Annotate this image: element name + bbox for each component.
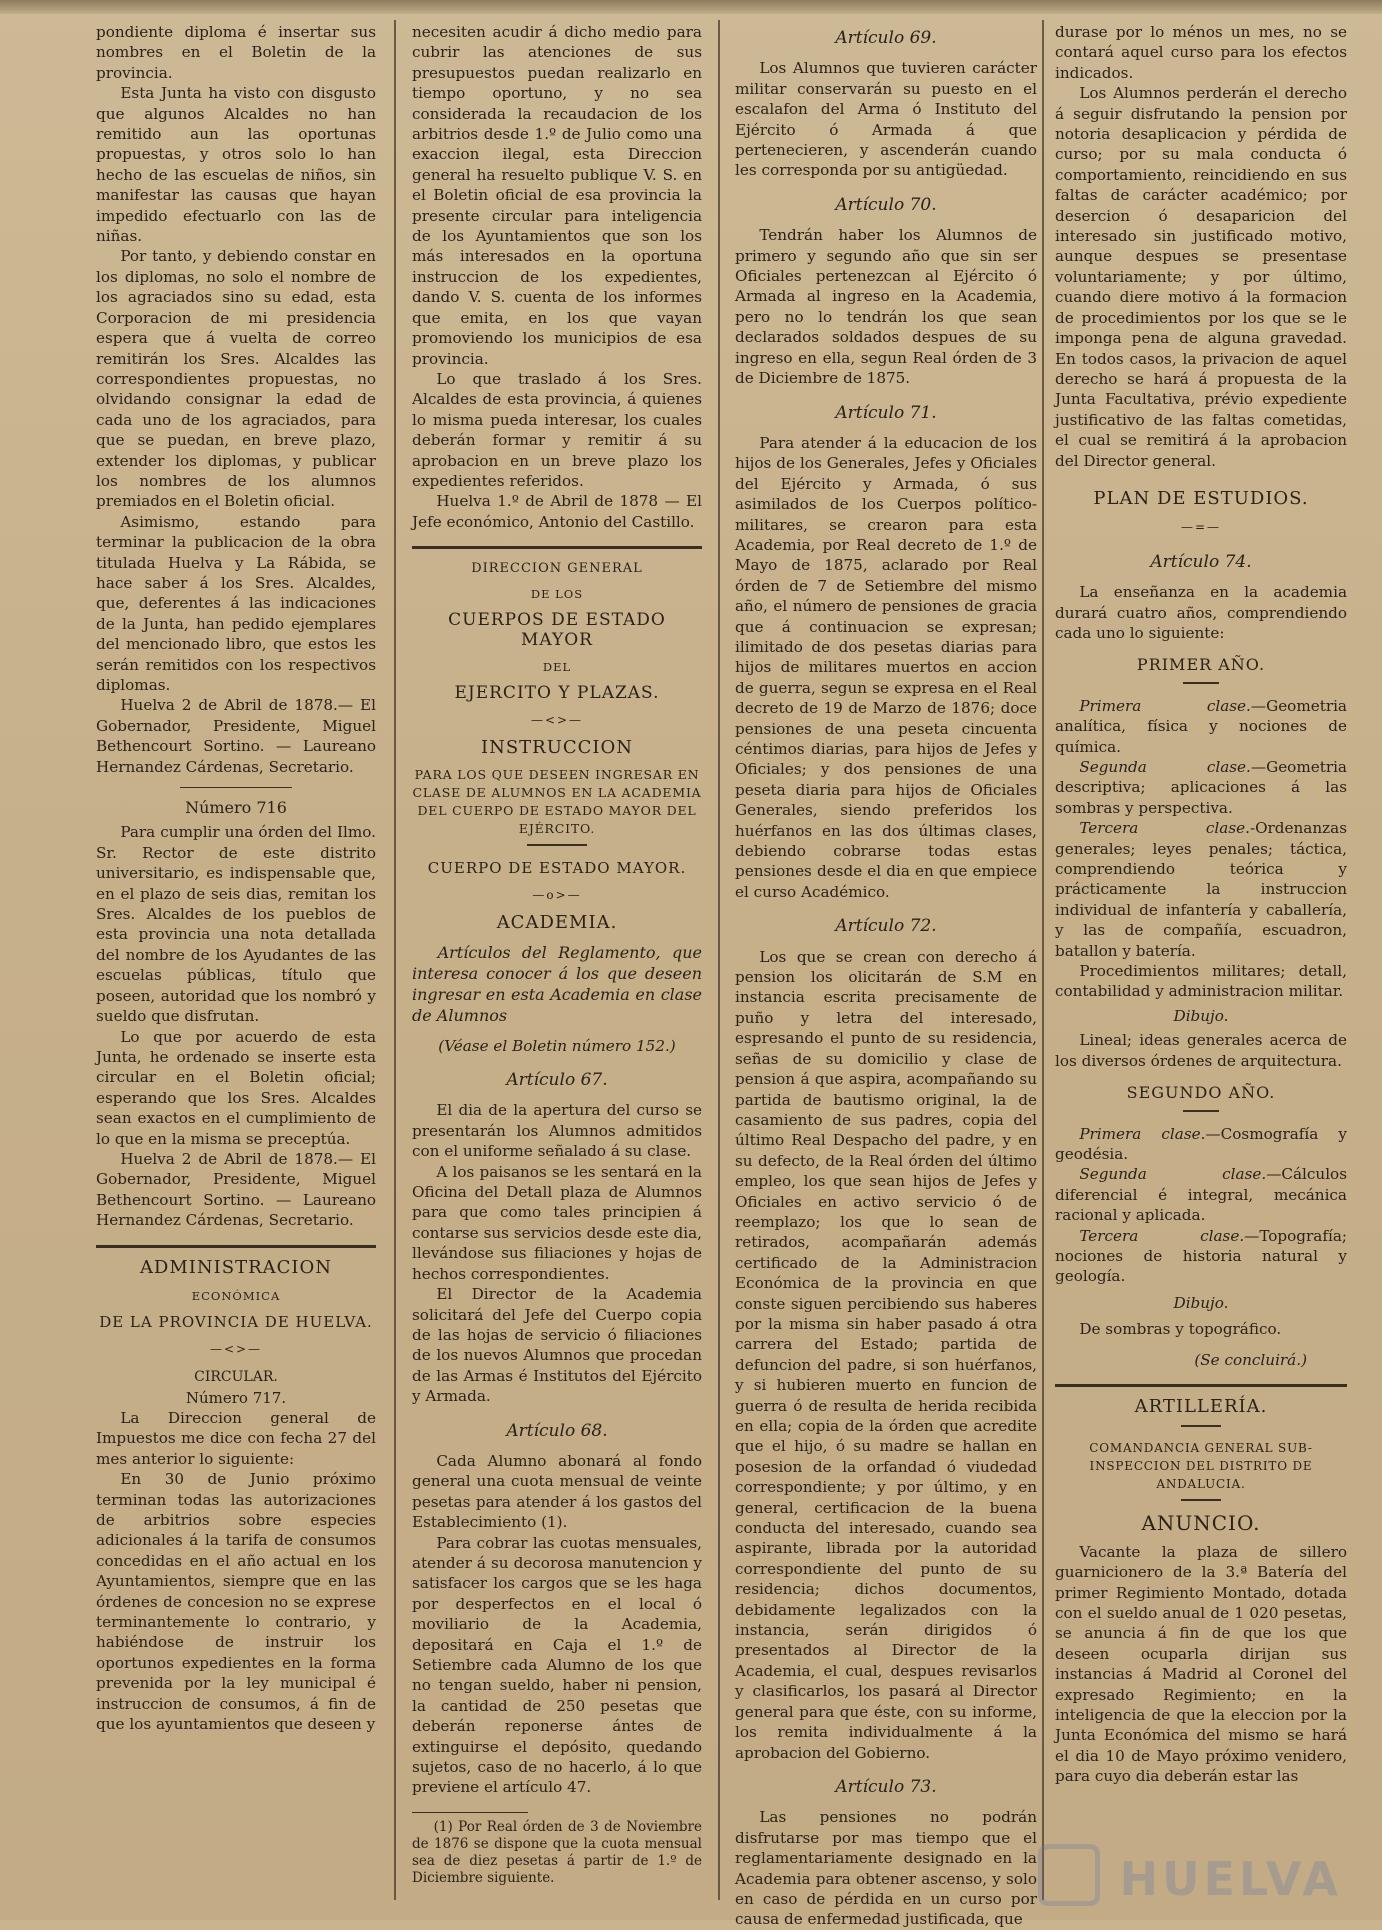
column-2 [412, 22, 702, 1902]
section-subheading: DEL [542, 659, 572, 674]
section-heading: CUERPOS DE ESTADO MAYOR [448, 609, 666, 651]
paragraph: El dia de la apertura del curso se presentarán los Alumnos admitidos con el uniforme señalado á su clase. [412, 1101, 702, 1161]
announcement-heading: ANUNCIO. [1141, 1511, 1261, 1536]
article-heading: Artículo 69. [835, 28, 937, 48]
article-heading: Artículo 70. [835, 194, 937, 215]
footnote-divider [412, 1812, 528, 1813]
paragraph: En 30 de Junio próximo terminan todas las autorizaciones de arbitrios sobre especies adicionales á la tarifa de consumos concedidas en el año actual en los Ayuntamientos, siempre que en las órdenes de concesion no se exprese terminantemente lo contrario, y habiéndose de instruir los oportunos expedientes en la forma prevenida por la ley municipal é instruccion de consumos, á fin de que los ayuntamientos que deseen y [96, 1470, 376, 1734]
ornament: —o>— [532, 887, 582, 902]
class-content: —Geometria descriptiva; aplicaciones á las sombras y perspectiva. [1055, 758, 1347, 817]
paragraph: La enseñanza en la academia durará cuatro años, comprendiendo cada uno lo siguiente: [1055, 583, 1347, 642]
class-label: Segunda clase. [1079, 758, 1251, 776]
article-heading: Artículo 74. [1150, 551, 1252, 572]
item-number: Número 716 [185, 798, 287, 818]
column-divider [718, 20, 720, 1900]
divider [180, 787, 292, 788]
section-divider [96, 1245, 376, 1248]
paragraph: Para cumplir una órden del Ilmo. Sr. Rector de este distrito universitario, es indispensable que, en el plazo de seis dias, remitan los Sres. Alcaldes de los pueblos de esta provincia una nota detallada del nombre de los Ayudantes de las escuelas públicas, título que poseen, autoridad que los nombró y sueldo que disfrutan. [96, 823, 376, 1026]
section-subheading: DE LA PROVINCIA DE HUELVA. [99, 1313, 373, 1332]
signature-date: Huelva 2 de Abril de 1878.— El Gobernador, Presidente, Miguel Bethencourt Sortino. — Laureano Hernandez Cárdenas, Secretario. [96, 1149, 376, 1230]
class-content: —Geometria analítica, física y nociones de química. [1055, 696, 1347, 756]
divider [1181, 1499, 1221, 1501]
paragraph: Para atender á la educacion de los hijos de los Generales, Jefes y Oficiales del Ejército y Armada, ó sus asimilados de los Cuerpos político-militares, se crearon para esta Academia, por Real decreto de 1.º de Mayo de 1875, aclarado por Real órden de 7 de Setiembre del mismo año, el número de pensiones de gracia que á continuacion se expresan; ilimitado de dos pesetas diarias para hijos de militares muertos en accion de guerra, segun se expresa en el Real decreto de 19 de Marzo de 1876; doce pensiones de una peseta cincuenta céntimos diarias, para hijos de Jefes y Oficiales; y dos pensiones de una peseta diaria para hijos de Oficiales Generales, siendo preferidos los huérfanos en las dos últimas clases, debiendo cobrarse todas estas pensiones desde el dia en que empiece el curso Académico. [735, 433, 1037, 901]
reference-note: (Véase el Boletin número 152.) [438, 1036, 676, 1055]
ornament: —<>— [530, 712, 584, 727]
class-content: —Cosmografía y geodésia. [1055, 1124, 1347, 1163]
article-heading: Artículo 71. [835, 402, 937, 423]
course-item [1055, 757, 1347, 818]
section-subheading: ECONÓMICA [191, 1288, 281, 1303]
course-item [1055, 1226, 1347, 1287]
paragraph: pondiente diploma é insertar sus nombres en el Boletin de la provincia. [96, 23, 376, 82]
column-1 [96, 22, 376, 1902]
section-heading: EJERCITO Y PLAZAS. [454, 683, 660, 704]
divider [527, 844, 587, 846]
paragraph: Lo que por acuerdo de esta Junta, he ordenado se inserte esta circular en el Boletin oficial; esperando que los Sres. Alcaldes sean exactos en el cumplimiento de lo que en la misma se preceptúa. [96, 1027, 376, 1148]
subject-heading: Dibujo. [1173, 1293, 1229, 1312]
course-item [1055, 696, 1347, 757]
paragraph: Los Alumnos perderán el derecho á seguir disfrutando la pension por notoria desaplicacion y pérdida de curso; por su mala conducta ó comportamiento, reincidiendo en sus faltas de carácter académico; por desercion ó desaparicion del interesado sin justificado motivo, aunque despues se presentase voluntariamente; y por último, cuando diere motivo á la formacion de procedimientos por los que se le imponga pena de alguna gravedad. En todos casos, la privacion de aquel derecho se hará á propuesta de la Junta Facultativa, prévio expediente justificativo de las faltas cometidas, el cual se remitirá á la aprobacion del Director general. [1055, 84, 1347, 470]
class-label: Tercera clase. [1079, 1226, 1245, 1245]
paragraph: Por tanto, y debiendo constar en los diplomas, no solo el nombre de los agraciados sino su edad, esta Corporacion de mi presidencia espera que á vuelta de correo remitirán los Sres. Alcaldes las correspondientes propuestas, no olvidando consignar la edad de cada uno de los agraciados, para que se puedan, en breve plazo, extender los diplomas, y publicar los nombres de los alumnos premiados en el Boletin oficial. [96, 247, 376, 511]
column-4 [1055, 22, 1347, 1902]
class-label: Segunda clase. [1079, 1165, 1267, 1184]
instruction-title: INSTRUCCION [480, 737, 634, 758]
paragraph: Asimismo, estando para terminar la publicacion de la obra titulada Huelva y La Rábida, se hace saber á los Sres. Alcaldes, que, deferentes á las indicaciones de la Junta, han pedido ejemplares del mencionado libro, que estos les serán remitidos con los respectivos diplomas. [96, 512, 376, 694]
paragraph: Tendrán haber los Alumnos de primero y segundo año que sin ser Oficiales pertenezcan al Ejército ó Armada al ingreso en la Academia, pero no lo tendrán los que sean declarados soldados despues de su ingreso en ella, segun Real órden de 3 de Diciembre de 1875. [735, 226, 1037, 388]
class-label: Tercera clase. [1079, 819, 1250, 838]
paragraph: A los paisanos se les sentará en la Oficina del Detall plaza de Alumnos para que como tales principien á contarse sus servicios desde este dia, llevándose sus filiaciones y hojas de hechos correspondientes. [412, 1162, 702, 1283]
paragraph: Lineal; ideas generales acerca de los diversos órdenes de arquitectura. [1055, 1031, 1347, 1070]
article-heading: Artículo 73. [835, 1776, 937, 1797]
circular-label: CIRCULAR. [194, 1369, 278, 1386]
year-heading: SEGUNDO AÑO. [1126, 1083, 1276, 1103]
section-subheading: COMANDANCIA GENERAL SUB-INSPECCION DEL DISTRITO DE ANDALUCIA. [1089, 1441, 1313, 1492]
class-content: -Ordenanzas generales; leyes penales; táctica, comprendiendo teórica y prácticamente la instruccion individual de infantería y caballería, y las de compañía, escuadron, batallon y batería. [1055, 819, 1347, 960]
divider [1183, 1110, 1219, 1112]
class-label: Primera clase. [1079, 696, 1251, 715]
article-heading: Artículo 68. [506, 1420, 608, 1441]
column-divider [1042, 20, 1044, 1900]
paragraph: Procedimientos militares; detall, contabilidad y administracion militar. [1055, 962, 1347, 1001]
divider [1181, 1425, 1221, 1427]
paragraph: Para cobrar las cuotas mensuales, atender á su decorosa manutencion y satisfacer los cargos que se les haga por desperfectos en el local ó moviliario de la Academia, depositará en Caja el 1.º de Setiembre cada Alumno de los que no tengan sueldo, haber ni pension, la cantidad de 250 pesetas que deberán reponerse ántes de extinguirse el depósito, quedando sujetos, caso de no hacerlo, á lo que previene el artículo 47. [412, 1533, 702, 1797]
ornament: —<>— [209, 1341, 263, 1356]
paragraph: De sombras y topográfico. [1079, 1320, 1282, 1339]
ornament: —=— [1180, 520, 1222, 535]
section-heading: CUERPO DE ESTADO MAYOR. [427, 859, 687, 878]
divider [1183, 682, 1219, 684]
page-top-edge [0, 0, 1382, 14]
watermark-seal-icon [1038, 1844, 1100, 1906]
year-heading: PRIMER AÑO. [1136, 655, 1266, 675]
item-number: Número 717. [185, 1388, 287, 1407]
column-3 [735, 22, 1037, 1929]
intro-text: Artículos del Reglamento, que interesa conocer á los que deseen ingresar en esta Academia en clase de Alumnos [412, 942, 702, 1025]
class-content: —Cálculos diferencial é integral, mecánica racional y aplicada. [1055, 1165, 1347, 1225]
subject-heading: Dibujo. [1173, 1006, 1229, 1025]
paragraph: Las pensiones no podrán disfrutarse por mas tiempo que el reglamentariamente designado en la Academia para obtener ascenso, y solo en caso de pérdida en un curso por causa de enfermedad justificada, que [735, 1808, 1037, 1929]
section-divider [1055, 1384, 1347, 1387]
paragraph: Esta Junta ha visto con disgusto que algunos Alcaldes no han remitido aun las oportunas propuestas, y otros solo lo han hecho de las escuelas de niños, sin manifestar las causas que hayan impedido efectuarlo con las de niñas. [96, 84, 376, 246]
watermark-logo: HUELVA [1119, 1852, 1342, 1906]
article-heading: Artículo 67. [506, 1070, 608, 1091]
course-item [1055, 818, 1347, 961]
signature-date: Huelva 2 de Abril de 1878.— El Gobernador, Presidente, Miguel Bethencourt Sortino. — Laureano Hernandez Cárdenas, Secretario. [96, 696, 376, 776]
paragraph: Lo que traslado á los Sres. Alcaldes de esta provincia, á quienes lo misma pueda interesar, los cuales deberán formar y remitir á su aprobacion en un breve plazo los expedientes referidos. [412, 369, 702, 490]
footnote: (1) Por Real órden de 3 de Noviembre de 1876 se dispone que la cuota mensual sea de diez pesetas á partir de 1.º de Diciembre siguiente. [412, 1818, 702, 1886]
paragraph: Vacante la plaza de sillero guarnicionero de la 3.ª Batería del primer Regimiento Montado, dotada con el sueldo anual de 1 020 pesetas, se anuncia á fin de que los que deseen ocuparla dirijan sus instancias á Madrid al Coronel del expresado Regimiento; en la inteligencia de que la eleccion por la Junta Económica del mismo se hará el dia 10 de Mayo próximo venidero, para cuyo dia deberán estar las [1055, 1542, 1347, 1786]
paragraph: La Direccion general de Impuestos me dice con fecha 27 del mes anterior lo siguiente: [96, 1409, 376, 1468]
paragraph: Los Alumnos que tuvieren carácter militar conservarán su puesto en el escalafon del Arma ó Instituto del Ejército ó Armada á que pertenecieren, y ascenderán cuando les corresponda por su antigüedad. [735, 59, 1037, 180]
paragraph: Los que se crean con derecho á pension los olicitarán de S.M en instancia escrita precisamente de puño y letra del interesado, espresando el punto de su residencia, señas de su domicilio y clase de pension á que aspira, acompañando su partida de bautismo original, la de casamiento de sus padres, copia del último Real Despacho del padre, y en su defecto, de la Real órden del último empleo, los que sean hijos de Jefes y Oficiales en activo servicio ó de reemplazo; los que lo sean de retirados, acompañarán además certificado de la Administracion Económica de la provincia en que conste siguen percibiendo sus haberes por la misma sin haber pasado á otra carrera del Estado; partida de defuncion del padre, si son huérfanos, y si hubieren muerto en funcion de guerra ó de resulta de herida recibida en ella; copia de la órden que acredite que el hijo, ó su madre se hallan en posesion de la orfandad ó viudedad correspondiente; y por último, y en general, certificacion de la buena conducta del interesado, cuando sea aspirante, librada por la autoridad correspondiente del punto de su residencia; dichos documentos, debidamente legalizados con la instancia, serán dirigidos ó presentados al Director de la Academia, el cual, despues revisarlos y clasificarlos, los pasará al Director general para que éste, con su informe, los remita individualmente á la aprobacion del Gobierno. [735, 947, 1037, 1762]
paragraph: durase por lo ménos un mes, no se contará aquel curso para los efectos indicados. [1055, 23, 1347, 82]
paragraph: Cada Alumno abonará al fondo general una cuota mensual de veinte pesetas para atender á los gastos del Establecimiento (1). [412, 1451, 702, 1532]
section-subheading: DE LOS [530, 586, 584, 601]
section-divider [412, 546, 702, 549]
paragraph: El Director de la Academia solicitará del Jefe del Cuerpo copia de las hojas de servicio ó filiaciones de los nuevos Alumnos que procedan de las Armas é Institutos del Ejército y Armada. [412, 1285, 702, 1406]
section-heading: DIRECCION GENERAL [471, 561, 643, 577]
instruction-subtitle: PARA LOS QUE DESEEN INGRESAR EN CLASE DE ALUMNOS EN LA ACADEMIA DEL CUERPO DE ESTADO MAYOR DEL EJÉRCITO. [412, 767, 702, 837]
section-heading: ACADEMIA. [496, 912, 618, 934]
class-content: —Topografía; nociones de historia natural y geología. [1055, 1226, 1347, 1286]
article-heading: Artículo 72. [835, 916, 937, 937]
class-label: Primera clase. [1079, 1124, 1206, 1143]
column-divider [394, 20, 396, 1900]
section-heading: ARTILLERÍA. [1134, 1395, 1268, 1417]
section-heading: PLAN DE ESTUDIOS. [1093, 487, 1309, 509]
section-heading: ADMINISTRACION [139, 1256, 333, 1278]
continuation-note: (Se concluirá.) [1194, 1350, 1307, 1369]
course-item [1055, 1164, 1347, 1225]
paragraph: necesiten acudir á dicho medio para cubrir las atenciones de sus presupuestos puedan realizarlo en tiempo oportuno, y no sea considerada la recaudacion de los arbitrios desde 1.º de Julio como una exaccion ilegal, esta Direccion general ha resuelto publique V. S. en el Boletin oficial de esa provincia la presente circular para inteligencia de los Ayuntamientos que son los más interesados en la oportuna instruccion de los expedientes, dando V. S. cuenta de los informes que emita, en los que vayan promoviendo los municipios de esa provincia. [412, 23, 702, 368]
signature-date: Huelva 1.º de Abril de 1878 — El Jefe económico, Antonio del Castillo. [412, 492, 702, 531]
course-item [1055, 1124, 1347, 1165]
